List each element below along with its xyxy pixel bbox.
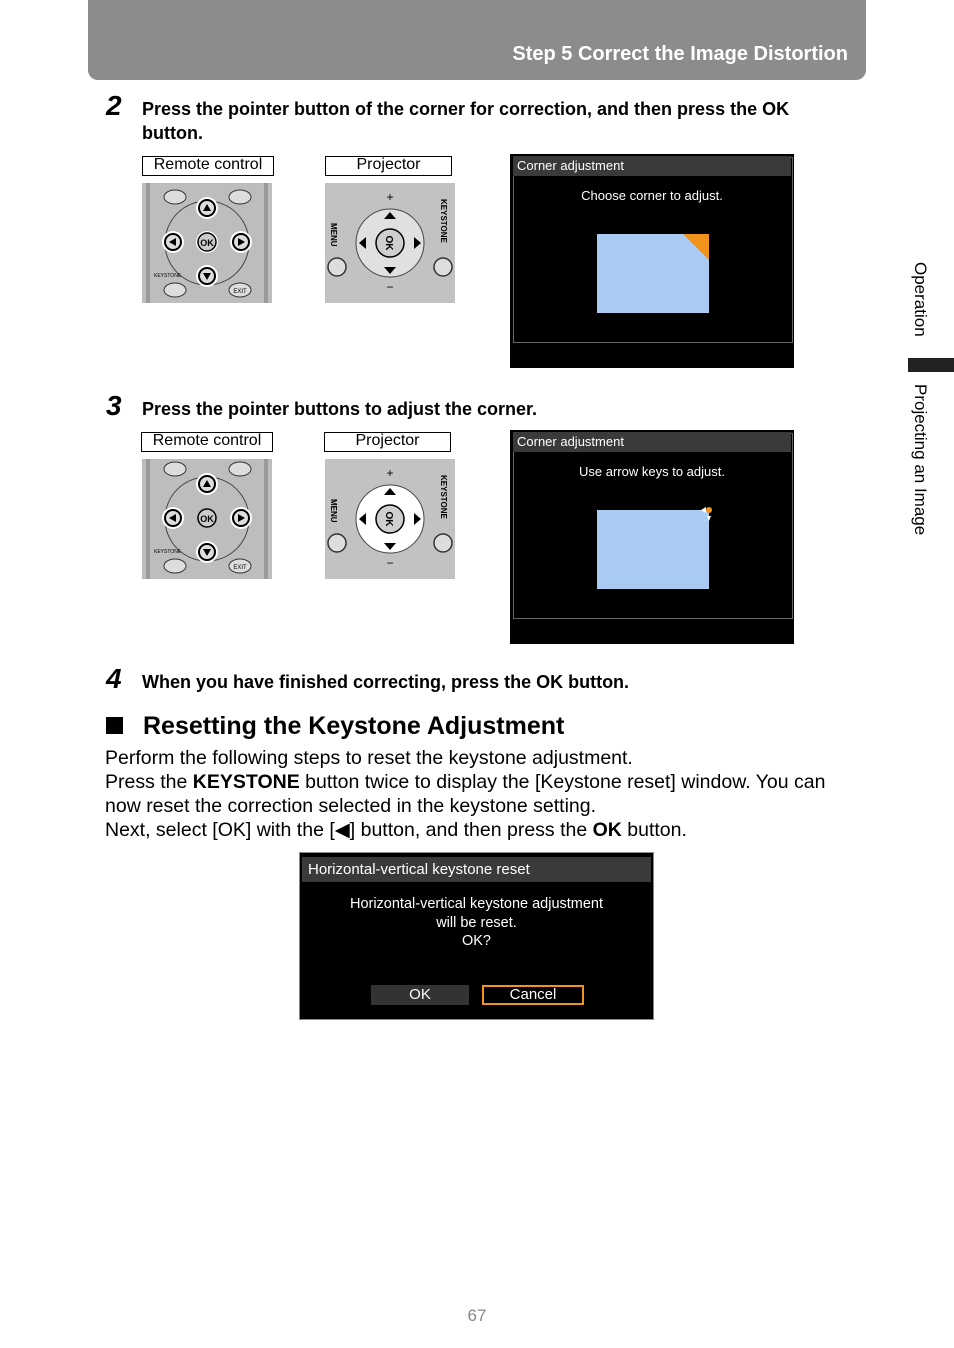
corner-adjustment-screen [510,154,794,368]
svg-text:OK: OK [200,238,214,248]
svg-text:EXIT: EXIT [233,289,247,295]
remote-control-label: Remote control [142,156,274,176]
svg-text:OK: OK [383,235,394,251]
svg-text:KEYSTONE: KEYSTONE [154,549,182,555]
svg-text:KEYSTONE: KEYSTONE [439,475,448,519]
section-heading: Resetting the Keystone Adjustment [106,712,564,741]
left-arrow-icon: ◀ [334,819,350,841]
svg-text:+: + [386,190,394,204]
dialog-title: Horizontal-vertical keystone reset [302,857,651,882]
step-number: 2 [106,90,122,121]
svg-text:MENU: MENU [329,223,338,247]
remote-control-label: Remote control [141,432,273,452]
ok-button[interactable]: OK [371,985,469,1005]
projector-panel-icon [325,459,455,579]
cancel-button[interactable]: Cancel [482,985,584,1005]
svg-text:KEYSTONE: KEYSTONE [154,273,182,279]
header-title: Step 5 Correct the Image Distortion [512,43,848,65]
remote-control-image [142,183,272,303]
page-number: 67 [467,1306,487,1325]
page-header [88,0,866,80]
bullet-square-icon [106,717,123,734]
projector-label: Projector [324,432,451,452]
step-text: Press the pointer buttons to adjust the corner. [142,399,538,419]
svg-text:MENU: MENU [329,499,338,523]
svg-text:OK: OK [383,511,394,527]
screen-message: Use arrow keys to adjust. [579,464,725,479]
selected-corner-icon [597,234,709,313]
step-number: 3 [106,390,122,421]
step-text: When you have finished correcting, press the OK button. [142,672,630,692]
remote-control-image [142,459,272,579]
svg-text:OK: OK [200,514,214,524]
side-subsection-label: Projecting an Image [911,384,930,536]
image-area [597,234,709,313]
screen-message: Choose corner to adjust. [581,188,723,203]
svg-text:+: + [386,466,394,480]
section-body: Perform the following steps to reset the keystone adjustment. Press the KEYSTONE button twice to display the [Keystone reset] window. You can now reset the correction selected in the keystone setting. Next, select [OK] with the [◀] button, and then press the OK button. [105,747,826,841]
remote-control-icon [142,459,272,579]
step-number: 4 [106,663,122,694]
corner-adjustment-screen [510,430,794,644]
step-text: Press the pointer button of the corner for correction, and then press the OK button. [142,99,790,143]
svg-text:EXIT: EXIT [233,565,247,571]
side-tab-marker [908,358,954,372]
screen-title: Corner adjustment [513,156,791,176]
svg-text:KEYSTONE: KEYSTONE [439,199,448,243]
image-area [597,510,709,589]
adjust-cursor-icon [597,510,727,589]
projector-image [325,183,455,303]
side-section-label: Operation [911,262,930,337]
projector-label: Projector [325,156,452,176]
projector-image [325,459,455,579]
remote-control-icon [142,183,272,303]
keystone-reset-dialog [299,852,654,1020]
dialog-message: Horizontal-vertical keystone adjustment will be reset. OK? [349,896,604,949]
projector-panel-icon [325,183,455,303]
svg-text:−: − [386,280,394,294]
screen-title: Corner adjustment [513,432,791,452]
svg-text:−: − [386,556,394,570]
